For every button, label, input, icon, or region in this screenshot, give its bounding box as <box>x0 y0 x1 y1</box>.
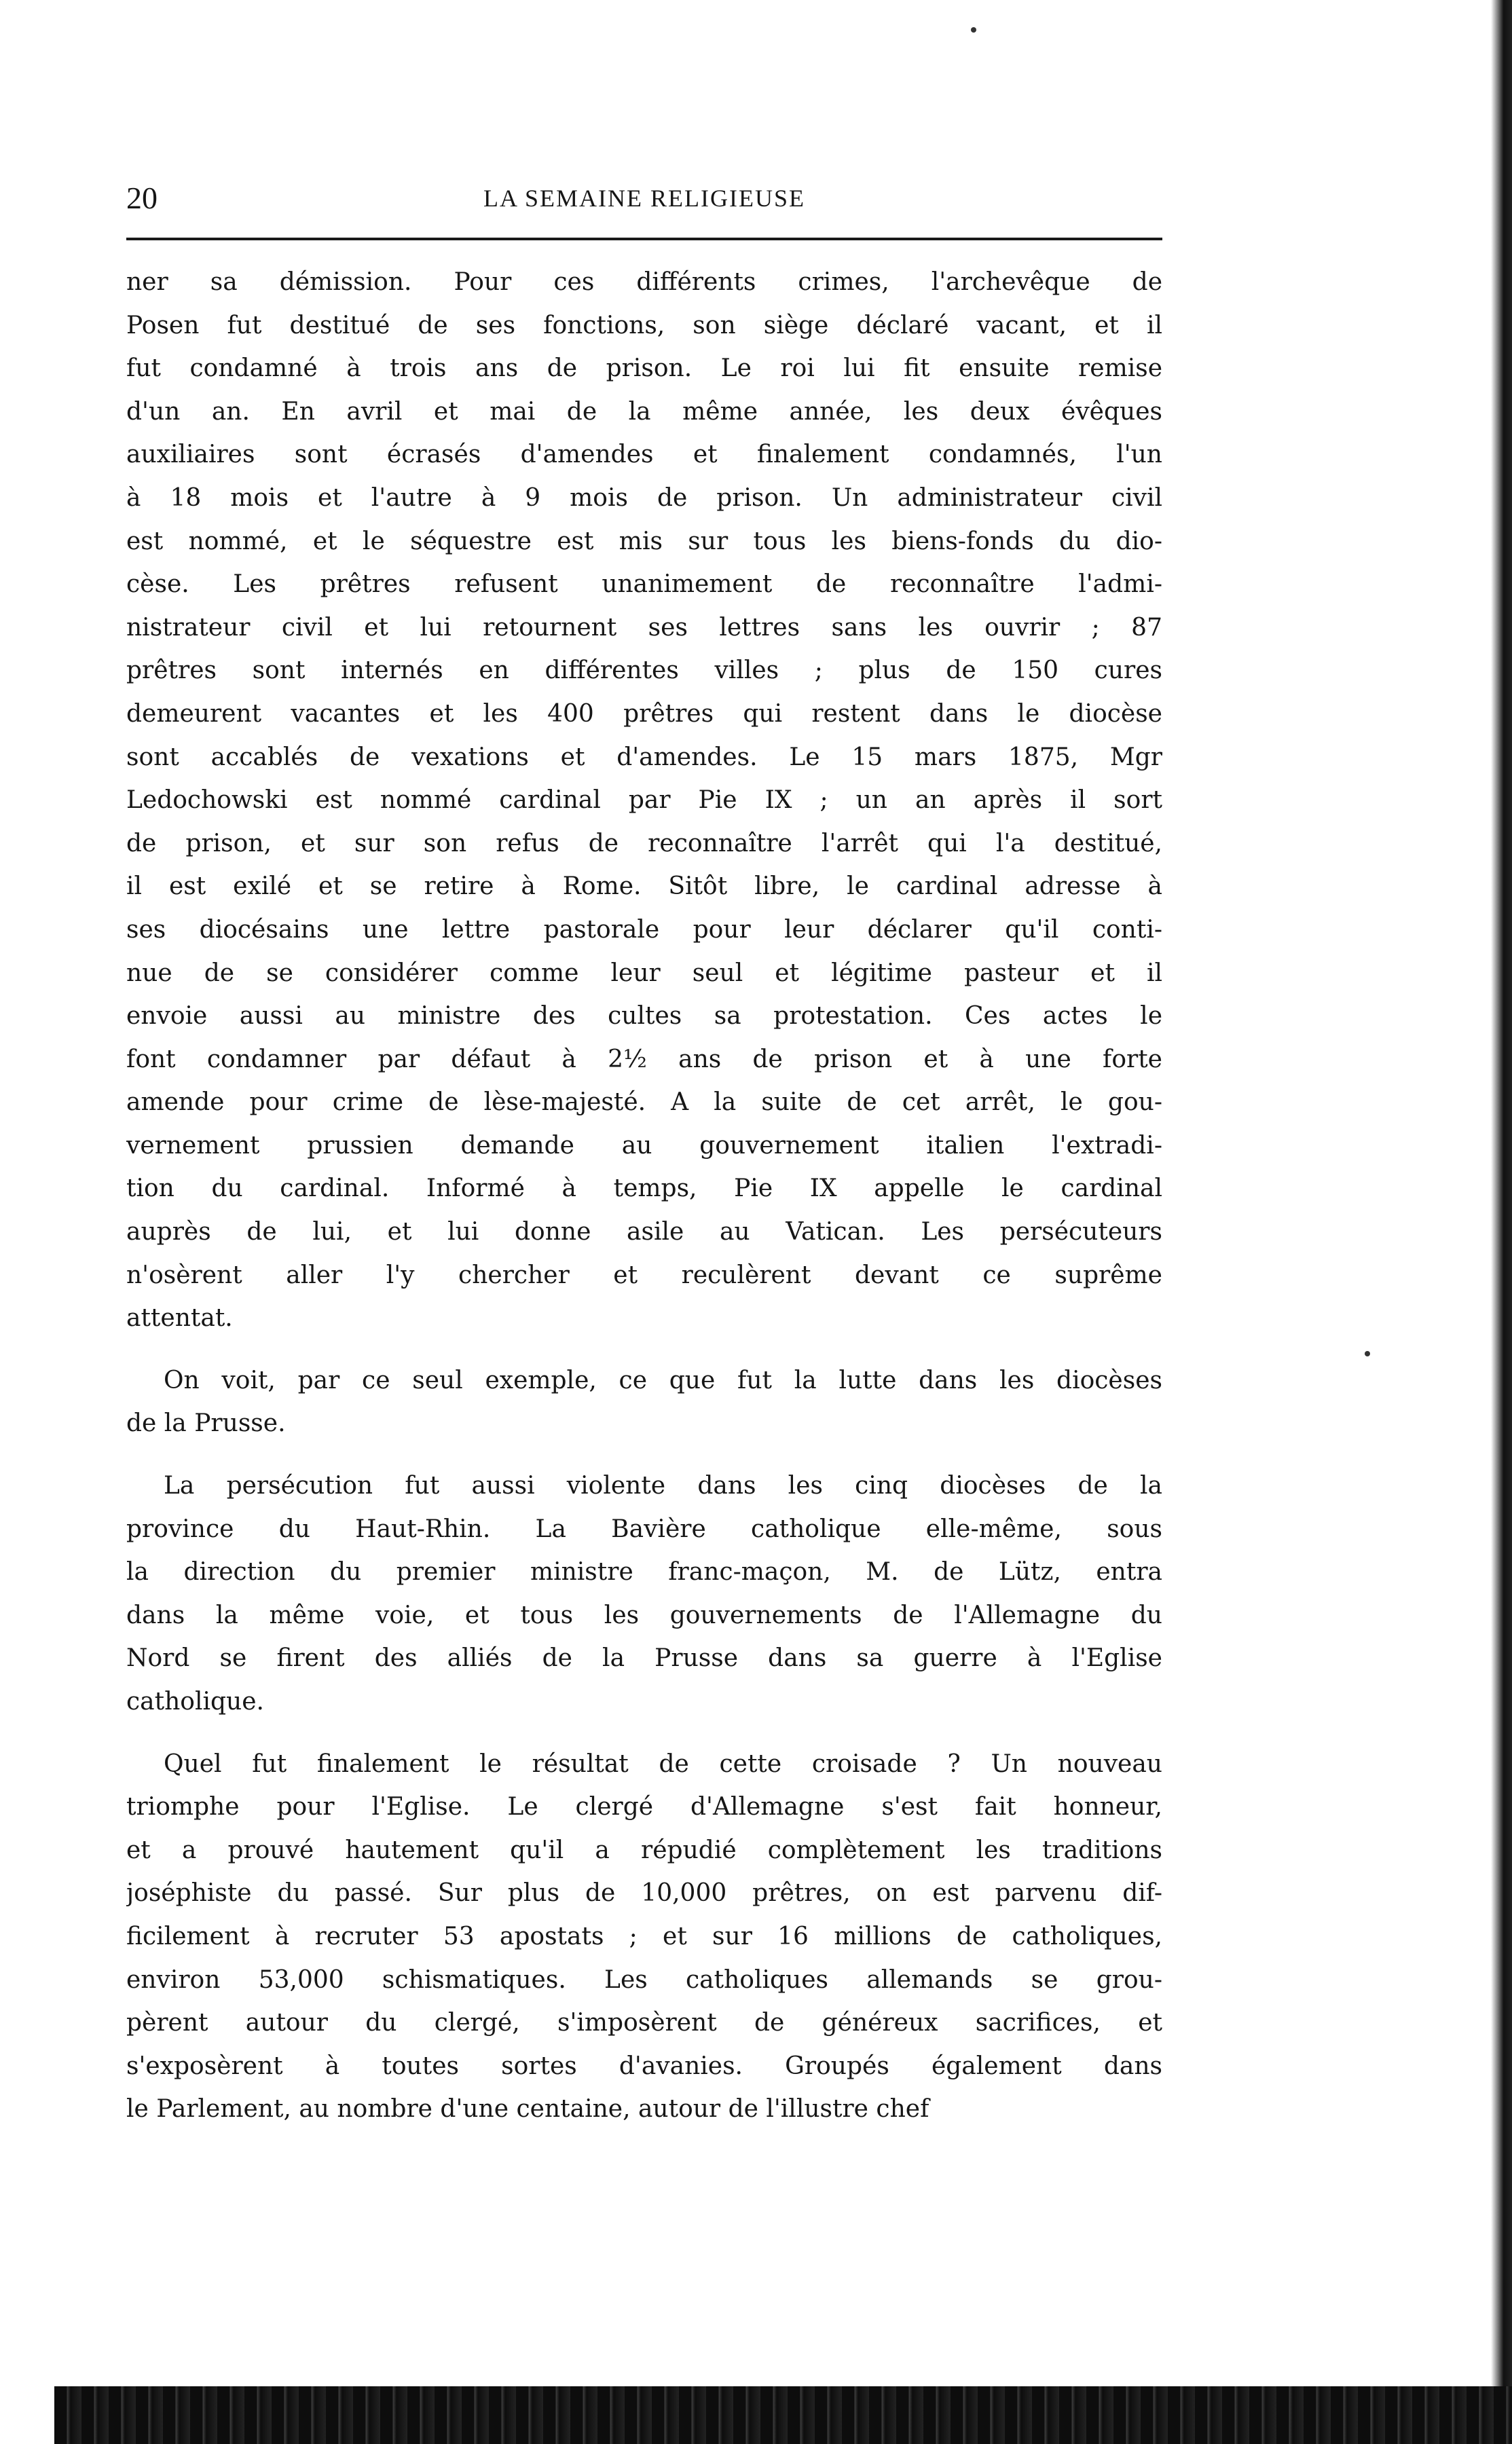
body-text <box>126 261 1162 2131</box>
text-line: ner sa démission. Pour ces différents crimes, l'archevêque de <box>126 268 1162 296</box>
text-line: pèrent autour du clergé, s'imposèrent de généreux sacrifices, et <box>126 2009 1162 2037</box>
text-line: Posen fut destitué de ses fonctions, son siège déclaré vacant, et il <box>126 311 1162 339</box>
scan-bottom-border <box>54 2386 1512 2444</box>
text-line: n'osèrent aller l'y chercher et reculèrent devant ce suprême <box>126 1261 1162 1289</box>
text-line: Nord se firent des alliés de la Prusse dans sa guerre à l'Eglise <box>126 1644 1162 1673</box>
text-line: prêtres sont internés en différentes villes ; plus de 150 cures <box>126 656 1162 685</box>
text-line: vernement prussien demande au gouvernement italien l'extradi- <box>126 1131 1162 1160</box>
paragraph <box>126 261 1162 1340</box>
text-line: nistrateur civil et lui retournent ses lettres sans les ouvrir ; 87 <box>126 613 1162 642</box>
paragraph <box>126 1359 1162 1445</box>
text-line: est nommé, et le séquestre est mis sur tous les biens-fonds du dio- <box>126 527 1162 555</box>
text-line: fut condamné à trois ans de prison. Le roi lui fit ensuite remise <box>126 354 1162 383</box>
paragraph <box>126 1464 1162 1724</box>
text-line: la direction du premier ministre franc-maçon, M. de Lütz, entra <box>126 1558 1162 1587</box>
text-line: envoie aussi au ministre des cultes sa protestation. Ces actes le <box>126 1002 1162 1031</box>
text-line: de la Prusse. <box>126 1409 286 1438</box>
running-header <box>126 178 1162 219</box>
text-line: sont accablés de vexations et d'amendes. Le 15 mars 1875, Mgr <box>126 743 1162 771</box>
text-line: d'un an. En avril et mai de la même année, les deux évêques <box>126 397 1162 426</box>
paragraph-gap <box>126 1340 1162 1359</box>
paragraph-gap <box>126 1724 1162 1743</box>
text-line: auxiliaires sont écrasés d'amendes et finalement condamnés, l'un <box>126 441 1162 469</box>
text-line: auprès de lui, et lui donne asile au Vatican. Les persécuteurs <box>126 1218 1162 1246</box>
scan-speck <box>971 27 976 33</box>
text-line: Ledochowski est nommé cardinal par Pie IX ; un an après il sort <box>126 786 1162 815</box>
text-line: environ 53,000 schismatiques. Les catholiques allemands se grou- <box>126 1965 1162 1994</box>
text-line: font condamner par défaut à 2½ ans de prison et à une forte <box>126 1045 1162 1073</box>
text-line: à 18 mois et l'autre à 9 mois de prison. Un administrateur civil <box>126 483 1162 512</box>
text-line: attentat. <box>126 1304 233 1333</box>
text-line: On voit, par ce seul exemple, ce que fut la lutte dans les diocèses <box>164 1366 1162 1394</box>
text-line: le Parlement, au nombre d'une centaine, autour de l'illustre chef <box>126 2095 929 2124</box>
text-line: province du Haut-Rhin. La Bavière catholique elle-même, sous <box>126 1515 1162 1543</box>
text-line: triomphe pour l'Eglise. Le clergé d'Allemagne s'est fait honneur, <box>126 1793 1162 1821</box>
text-line: s'exposèrent à toutes sortes d'avanies. Groupés également dans <box>126 2052 1162 2080</box>
text-line: il est exilé et se retire à Rome. Sitôt libre, le cardinal adresse à <box>126 872 1162 901</box>
text-line: de prison, et sur son refus de reconnaître l'arrêt qui l'a destitué, <box>126 829 1162 857</box>
text-line: amende pour crime de lèse-majesté. A la suite de cet arrêt, le gou- <box>126 1088 1162 1117</box>
text-line: catholique. <box>126 1688 264 1716</box>
page-number: 20 <box>126 181 158 215</box>
paragraph <box>126 1743 1162 2131</box>
paragraph-gap <box>126 1445 1162 1464</box>
text-line: dans la même voie, et tous les gouvernements de l'Allemagne du <box>126 1601 1162 1629</box>
text-line: Quel fut finalement le résultat de cette croisade ? Un nouveau <box>164 1749 1162 1778</box>
text-line: demeurent vacantes et les 400 prêtres qui restent dans le diocèse <box>126 699 1162 728</box>
text-line: ficilement à recruter 53 apostats ; et sur 16 millions de catholiques, <box>126 1922 1162 1950</box>
text-line: nue de se considérer comme leur seul et légitime pasteur et il <box>126 959 1162 987</box>
text-line: et a prouvé hautement qu'il a répudié complètement les traditions <box>126 1836 1162 1864</box>
text-line: joséphiste du passé. Sur plus de 10,000 prêtres, on est parvenu dif- <box>126 1879 1162 1908</box>
text-line: cèse. Les prêtres refusent unanimement de reconnaître l'admi- <box>126 570 1162 599</box>
text-line: tion du cardinal. Informé à temps, Pie IX appelle le cardinal <box>126 1174 1162 1203</box>
scan-speck <box>1365 1351 1370 1356</box>
running-title: LA SEMAINE RELIGIEUSE <box>483 185 805 212</box>
text-line: La persécution fut aussi violente dans les cinq diocèses de la <box>164 1472 1162 1500</box>
header-rule <box>126 238 1162 240</box>
page-edge-shadow <box>1491 0 1512 2444</box>
text-line: ses diocésains une lettre pastorale pour leur déclarer qu'il conti- <box>126 915 1162 944</box>
